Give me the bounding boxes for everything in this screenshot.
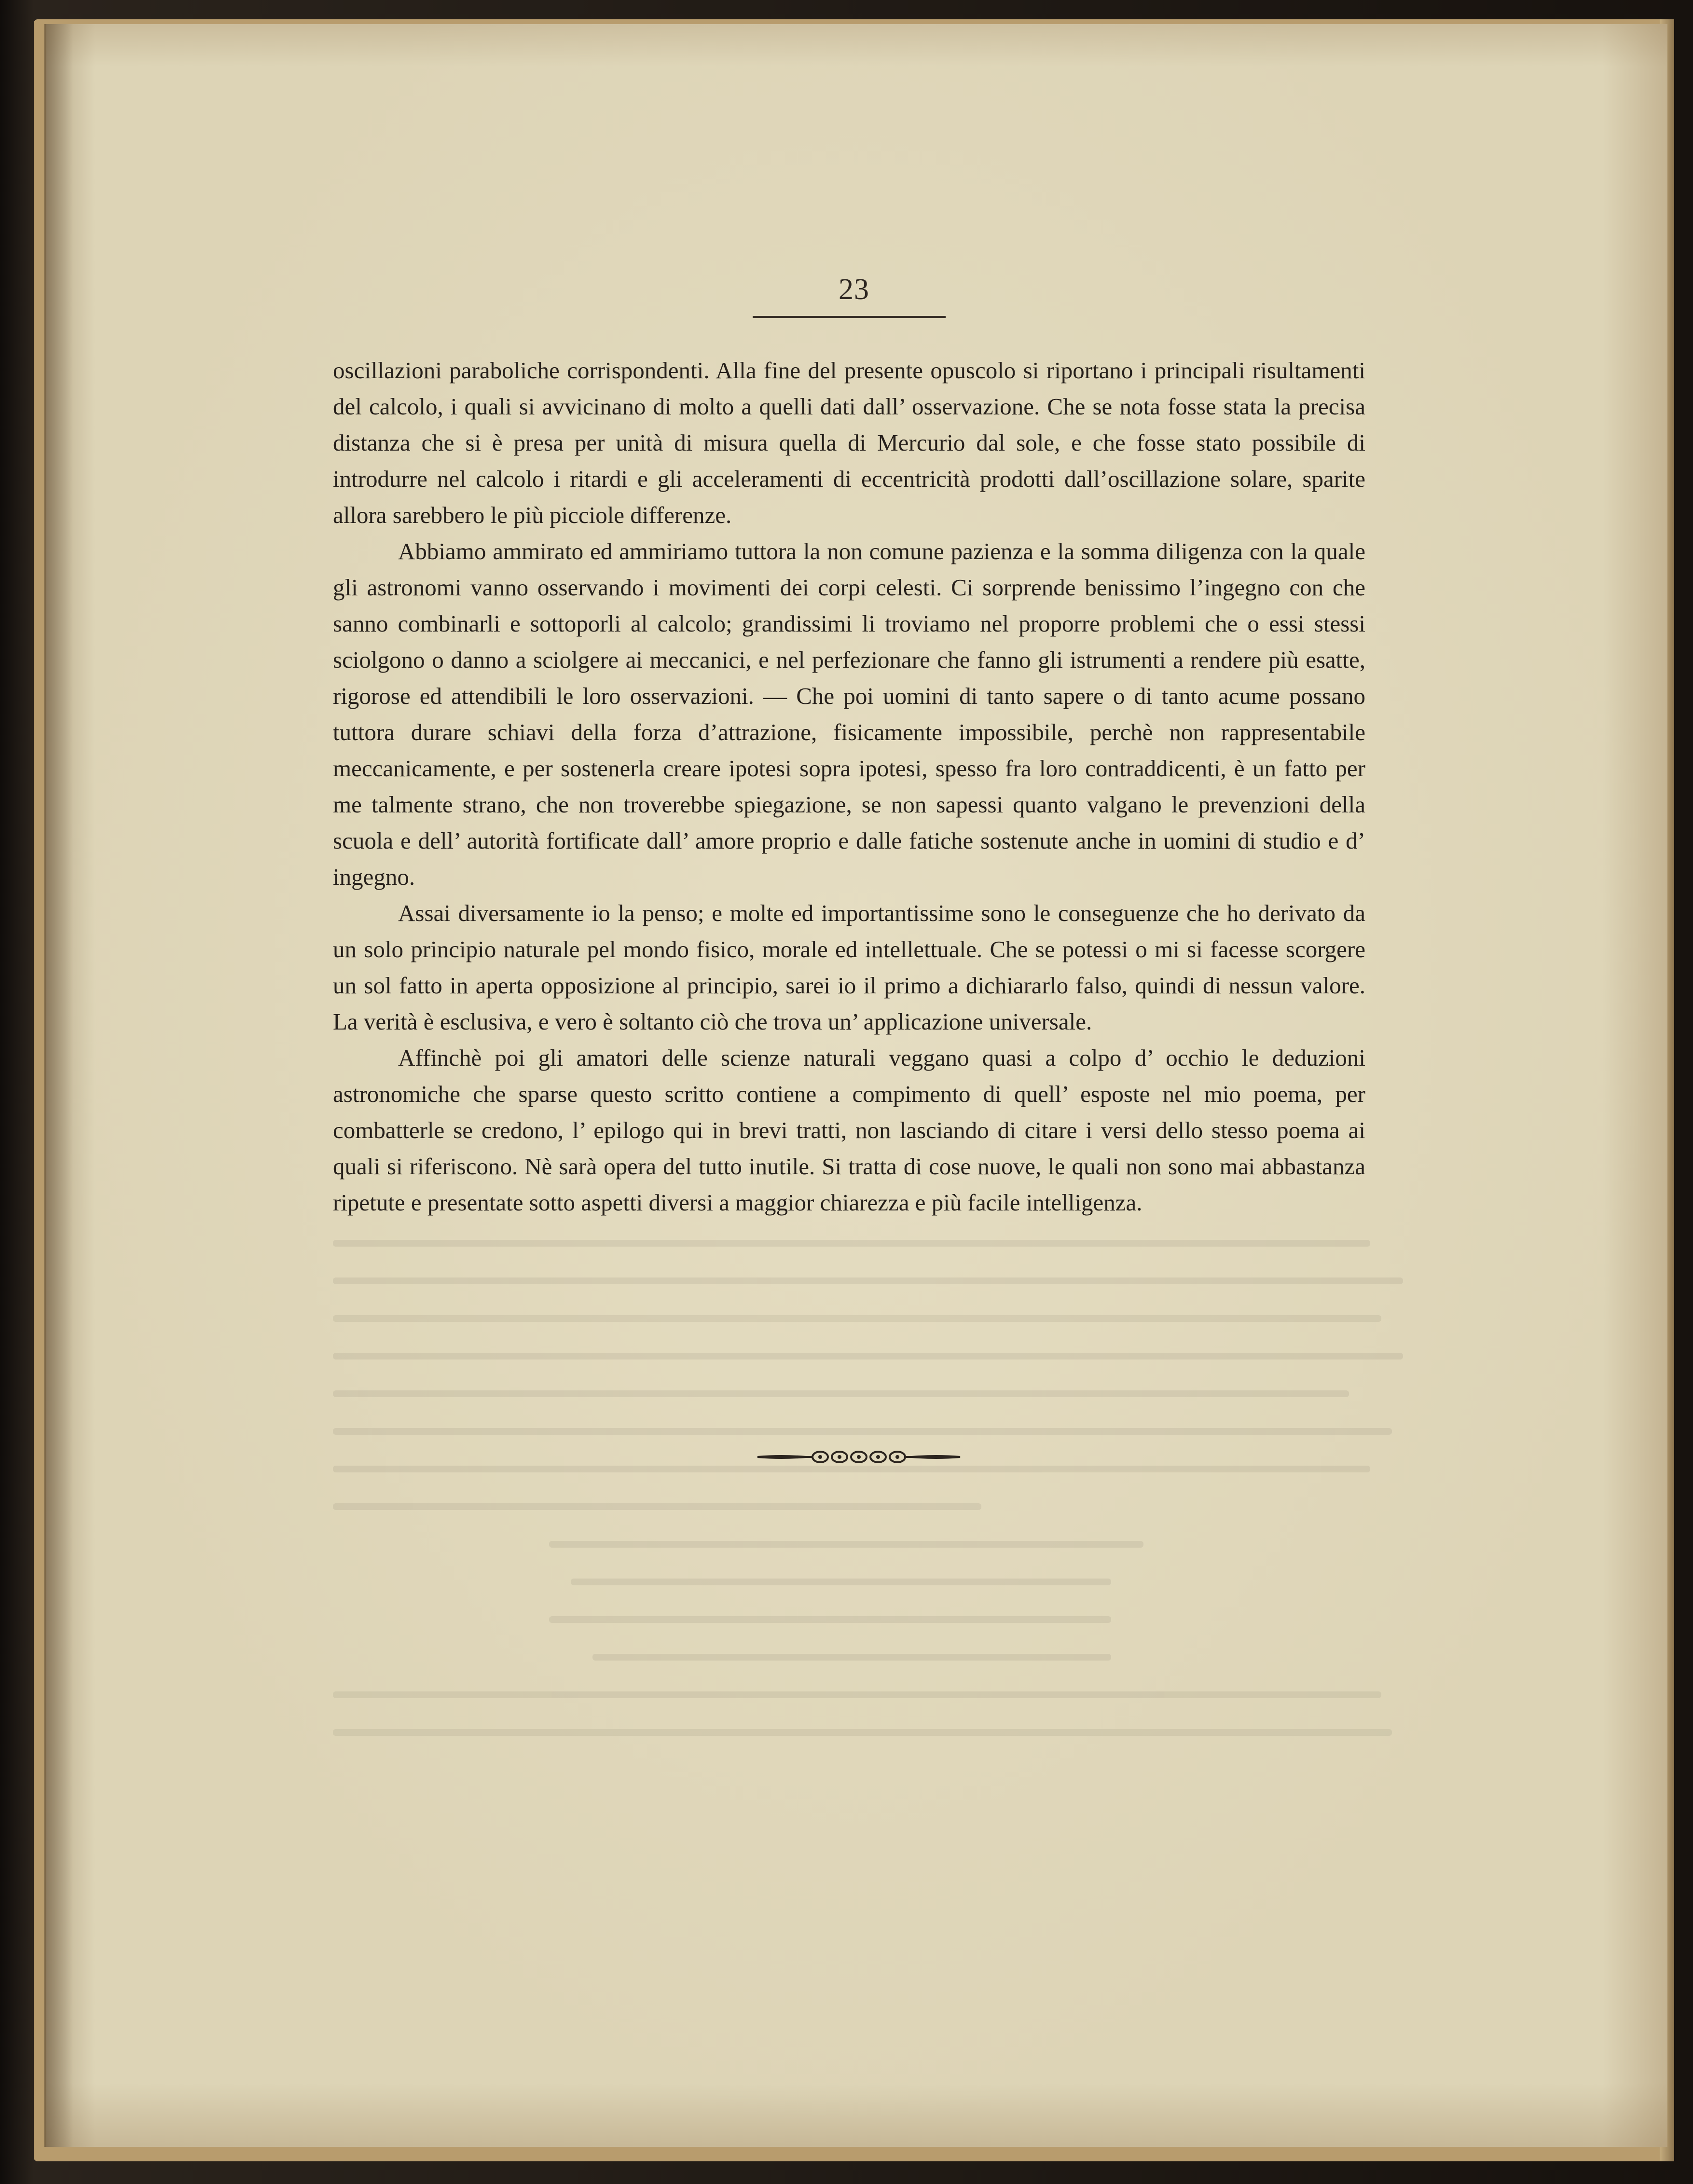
- spine-shadow: [44, 24, 73, 2147]
- body-text: [333, 352, 1365, 1221]
- bleed-through-text: [333, 1240, 1414, 1891]
- paragraph: Affinchè poi gli amatori delle scienze naturali veggano quasi a colpo d’ occhio le deduzioni astronomiche che sparse questo scritto contiene a compimento di quell’ esposte nel mio poema, per combatterle se credono, l’ epilogo qui in brevi tratti, non lasciando di citare i versi dello stesso poema ai quali si riferiscono. Nè sarà opera del tutto inutile. Si tratta di cose nuove, le quali non sono mai abbastanza ripetute e presentate sotto aspetti diversi a maggior chiarezza e più facile intelligenza.: [333, 1044, 1365, 1216]
- page-number-rule: [753, 316, 946, 318]
- ornament-divider: [753, 1442, 965, 1471]
- paragraph: oscillazioni paraboliche corrispondenti. Alla fine del presente opuscolo si riportano i principali risultamenti del calcolo, i quali si avvicinano di molto a quelli dati dall’ osservazione. Che se nota fosse stata la precisa distanza che si è presa per unità di misura quella di Mercurio dal sole, e che fosse stato possibile di introdurre nel calcolo i ritardi e gli acceleramenti di eccentricità prodotti dall’oscillazione solare, sparite allora sarebbero le più picciole differenze.: [333, 357, 1365, 528]
- paragraph: Assai diversamente io la penso; e molte ed importantissime sono le conseguenze che ho derivato da un solo principio naturale pel mondo fisico, morale ed intellettuale. Che se potessi o mi si facesse scorgere un sol fatto in aperta opposizione al principio, sarei io il primo a dichiararlo falso, quindi di nessun valore. La verità è esclusiva, e vero è soltanto ciò che trova un’ applicazione universale.: [333, 900, 1365, 1035]
- paragraph: Abbiamo ammirato ed ammiriamo tuttora la non comune pazienza e la somma diligenza con la quale gli astronomi vanno osservando i movimenti dei corpi celesti. Ci sorprende benissimo l’ingegno con che sanno combinarli e sottoporli al calcolo; grandissimi li troviamo nel proporre problemi che o essi stessi sciolgono o danno a sciolgere ai meccanici, e nel perfezionare che fanno gli istrumenti a rendere più esatte, rigorose ed attendibili le loro osservazioni. — Che poi uomini di tanto sapere o di tanto acume possano tuttora durare schiavi della forza d’attrazione, fisicamente impossibile, perchè non rappresentabile meccanicamente, e per sostenerla creare ipotesi sopra ipotesi, spesso fra loro contraddicenti, è un fatto per me talmente strano, che non troverebbe spiegazione, se non sapessi quanto valgano le prevenzioni della scuola e dell’ autorità fortificate dall’ amore proprio e dalle fatiche sostenute anche in uomini di studio e d’ ingegno.: [333, 538, 1365, 890]
- page-number: 23: [839, 273, 869, 306]
